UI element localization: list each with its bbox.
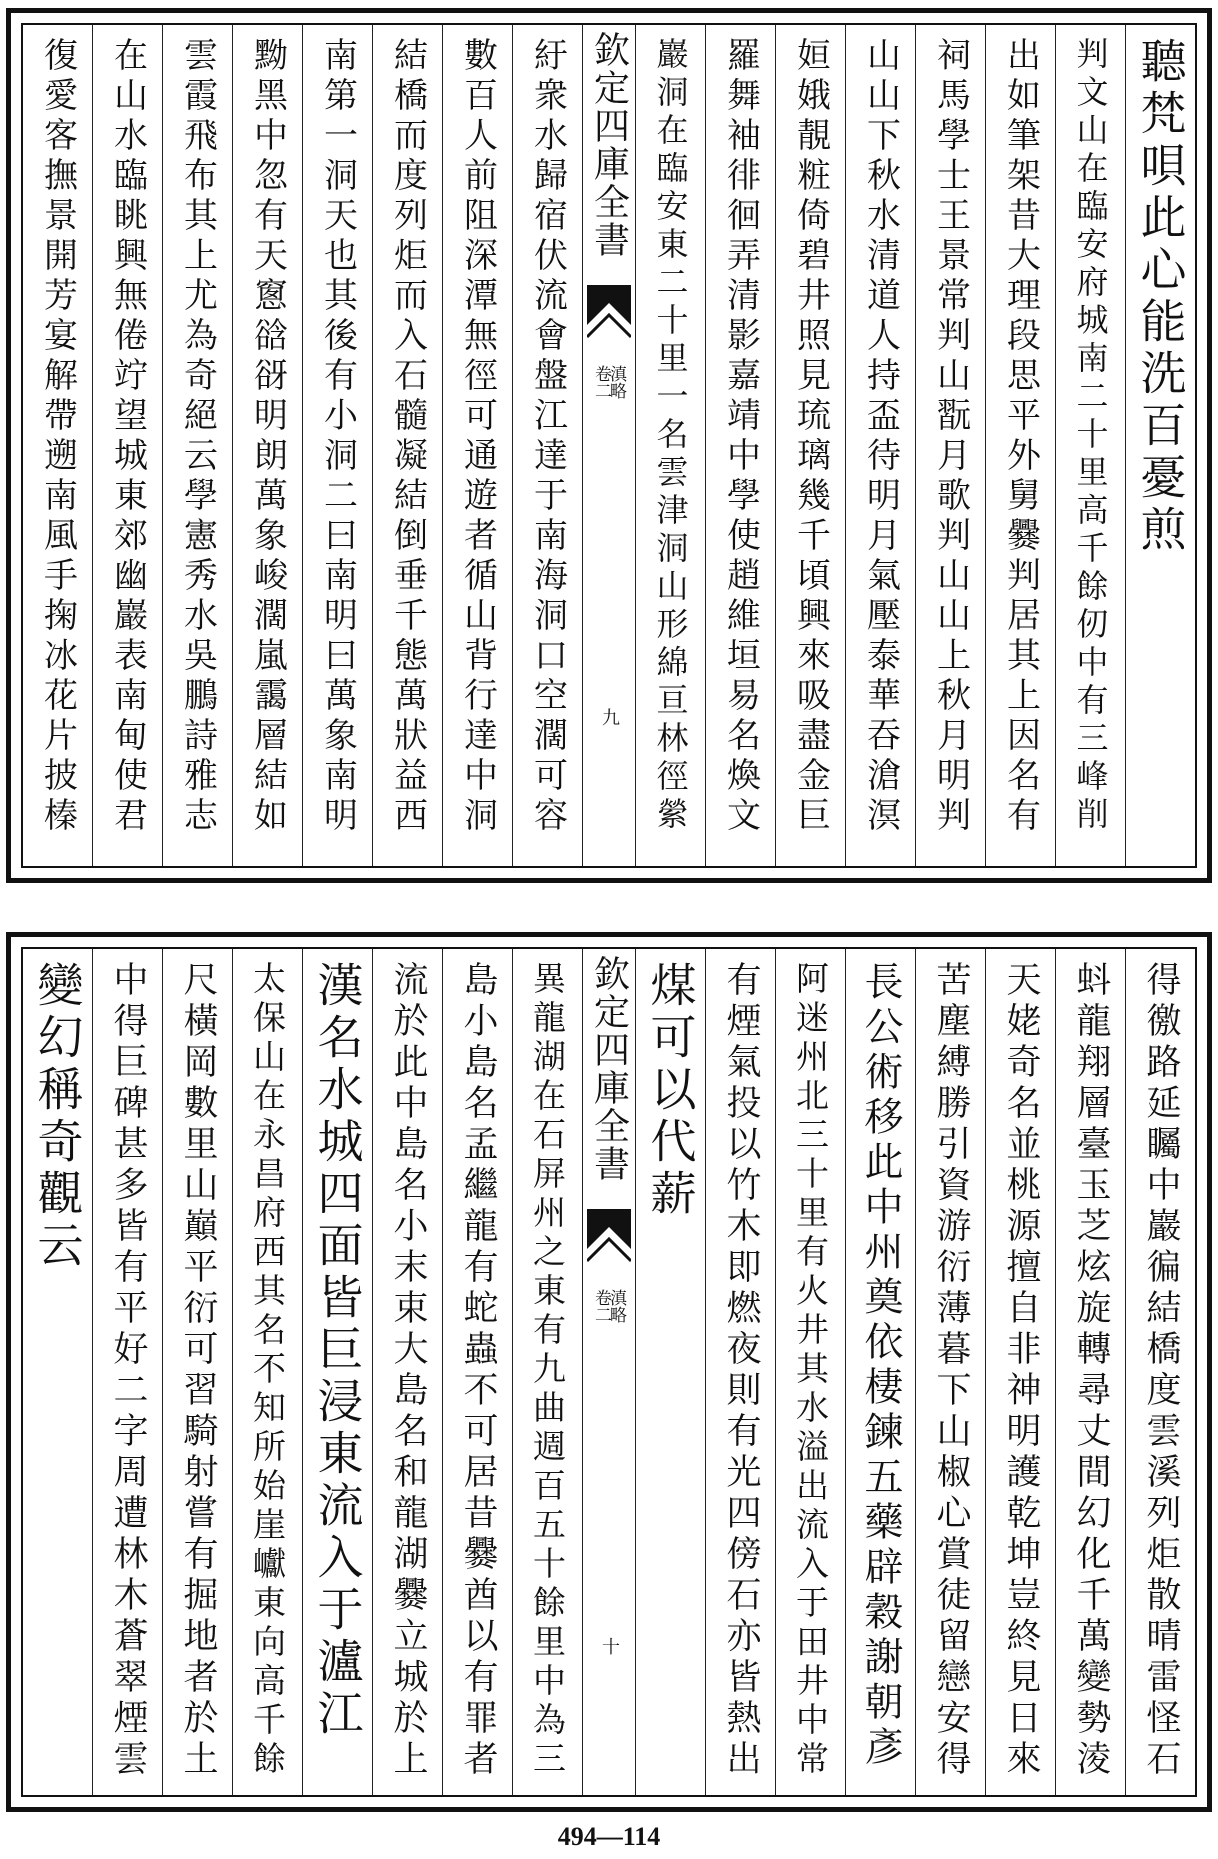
column-text: 雲霞飛布其上尤為奇絕云學憲秀水吳鵬詩雅志: [177, 37, 218, 837]
column-text: 流於此中島名小末束大島名和龍湖爨立城於上: [388, 961, 428, 1781]
text-column: [1125, 25, 1195, 866]
bottom-page: [6, 932, 1212, 1812]
column-text: 判文山在臨安府城南二十里高千餘仞中有三峰削: [1071, 37, 1110, 835]
column-text: 漢名水城四面皆巨浸東流入于瀘江: [310, 961, 365, 1741]
center-fold: [582, 25, 635, 866]
column-text: 數百人前阻深潭無徑可通遊者循山背行達中洞: [457, 37, 498, 837]
text-column: [92, 25, 162, 866]
text-column: [775, 25, 845, 866]
column-text: 山山下秋水清道人持盃待明月氣壓泰華吞滄溟: [860, 37, 901, 837]
fish-tail-mark-icon: [587, 1209, 631, 1267]
fish-tail-mark-icon: [587, 285, 631, 343]
page-number: 494—114: [557, 1822, 661, 1851]
top-page: [6, 8, 1212, 883]
folio-number: 十: [599, 1637, 620, 1655]
text-column: [372, 25, 442, 866]
text-column: [985, 949, 1055, 1795]
column-text: 黝黑中忽有天窻谽谺明朗萬象峻濶嵐靄層結如: [247, 37, 288, 837]
text-column: [302, 25, 372, 866]
column-text: 羅舞袖徘徊弄清影嘉靖中學使趙維垣易名煥文: [720, 37, 761, 837]
text-column: [985, 25, 1055, 866]
column-text: 蚪龍翔層臺玉芝炫旋轉尋丈間幻化千萬變勢淩: [1071, 961, 1111, 1781]
column-text: 結橋而度列炬而入石髓凝結倒垂千態萬狀益西: [387, 37, 428, 837]
text-column: [302, 949, 372, 1795]
bottom-page-frame: [21, 947, 1197, 1797]
column-text: 尺橫岡數里山巔平衍可習騎射嘗有掘地者於土: [178, 961, 218, 1781]
bottom-page-columns: [23, 949, 1195, 1795]
column-text: 巖洞在臨安東二十里一名雲津洞山形綿亘林徑縈: [651, 37, 690, 835]
volume-label: 卷二: [591, 1289, 611, 1323]
text-column: [232, 25, 302, 866]
text-column: [705, 949, 775, 1795]
column-text: 中得巨碑甚多皆有平好二字周遭林木蒼翠煙雲: [108, 961, 148, 1781]
text-column: [845, 25, 915, 866]
text-column: [705, 25, 775, 866]
text-column: [23, 949, 92, 1795]
center-fold: [582, 949, 635, 1795]
column-text: 出如筆架昔大理段思平外舅爨判居其上因名有: [1000, 37, 1041, 837]
column-text: 聽梵唄此心能洗百憂煎: [1133, 37, 1188, 557]
column-text: 得徼路延矚中巖徧結橋度雲溪列炬散晴雷怪石: [1141, 961, 1181, 1781]
book-title: 欽定四庫全書: [588, 31, 630, 259]
text-column: [915, 949, 985, 1795]
text-column: [635, 25, 705, 866]
book-subtitle: 滇略: [606, 365, 626, 399]
column-text: 阿迷州北三十里有火井其水溢出流入于田井中常: [791, 961, 830, 1780]
text-column: [1055, 25, 1125, 866]
column-text: 煤可以代薪: [643, 961, 698, 1221]
text-column: [92, 949, 162, 1795]
text-column: [162, 25, 232, 866]
column-text: 苦塵縛勝引資游衍薄暮下山椒心賞徒留戀安得: [931, 961, 971, 1781]
column-text: 姮娥靚粧倚碧井照見琉璃幾千頃興來吸盡金巨: [790, 37, 831, 837]
column-text: 有煙氣投以竹木即燃夜則有光四傍石亦皆熱出: [721, 961, 761, 1781]
column-text: 島小島名孟繼龍有蛇蟲不可居昔爨酋以有罪者: [458, 961, 498, 1781]
book-subtitle: 滇略: [606, 1289, 626, 1323]
column-text: 太保山在永昌府西其名不知所始崖巘東向高千餘: [248, 961, 287, 1780]
column-text: 南第一洞天也其後有小洞二曰南明曰萬象南明: [317, 37, 358, 837]
column-text: 祠馬學士王景常判山翫月歌判山山上秋月明判: [930, 37, 971, 837]
column-text: 天姥奇名並桃源擅自非神明護乾坤豈終見日來: [1001, 961, 1041, 1781]
text-column: [232, 949, 302, 1795]
text-column: [635, 949, 705, 1795]
top-page-columns: [23, 25, 1195, 866]
text-column: [442, 25, 512, 866]
text-column: [1125, 949, 1195, 1795]
text-column: [845, 949, 915, 1795]
folio-number: 九: [599, 708, 620, 726]
text-column: [512, 949, 582, 1795]
column-text: 變幻稱奇觀云: [30, 961, 85, 1273]
top-page-frame: [21, 23, 1197, 868]
text-column: [372, 949, 442, 1795]
text-column: [162, 949, 232, 1795]
column-text: 異龍湖在石屏州之東有九曲週百五十餘里中為三: [528, 961, 567, 1780]
text-column: [915, 25, 985, 866]
text-column: [1055, 949, 1125, 1795]
text-column: [775, 949, 845, 1795]
text-column: [512, 25, 582, 866]
column-text: 紆衆水歸宿伏流會盤江達于南海洞口空濶可容: [527, 37, 568, 837]
volume-label: 卷二: [591, 365, 611, 399]
text-column: [23, 25, 92, 866]
column-text: 在山水臨眺興無倦竚望城東郊幽巖表南甸使君: [107, 37, 148, 837]
text-column: [442, 949, 512, 1795]
column-text: 復愛客撫景開芳宴解帶遡南風手掬冰花片披榛: [37, 37, 78, 837]
column-text: 長公術移此中州奠依棲鍊五藥辟穀謝朝彥: [858, 961, 903, 1771]
book-title: 欽定四庫全書: [588, 955, 630, 1183]
